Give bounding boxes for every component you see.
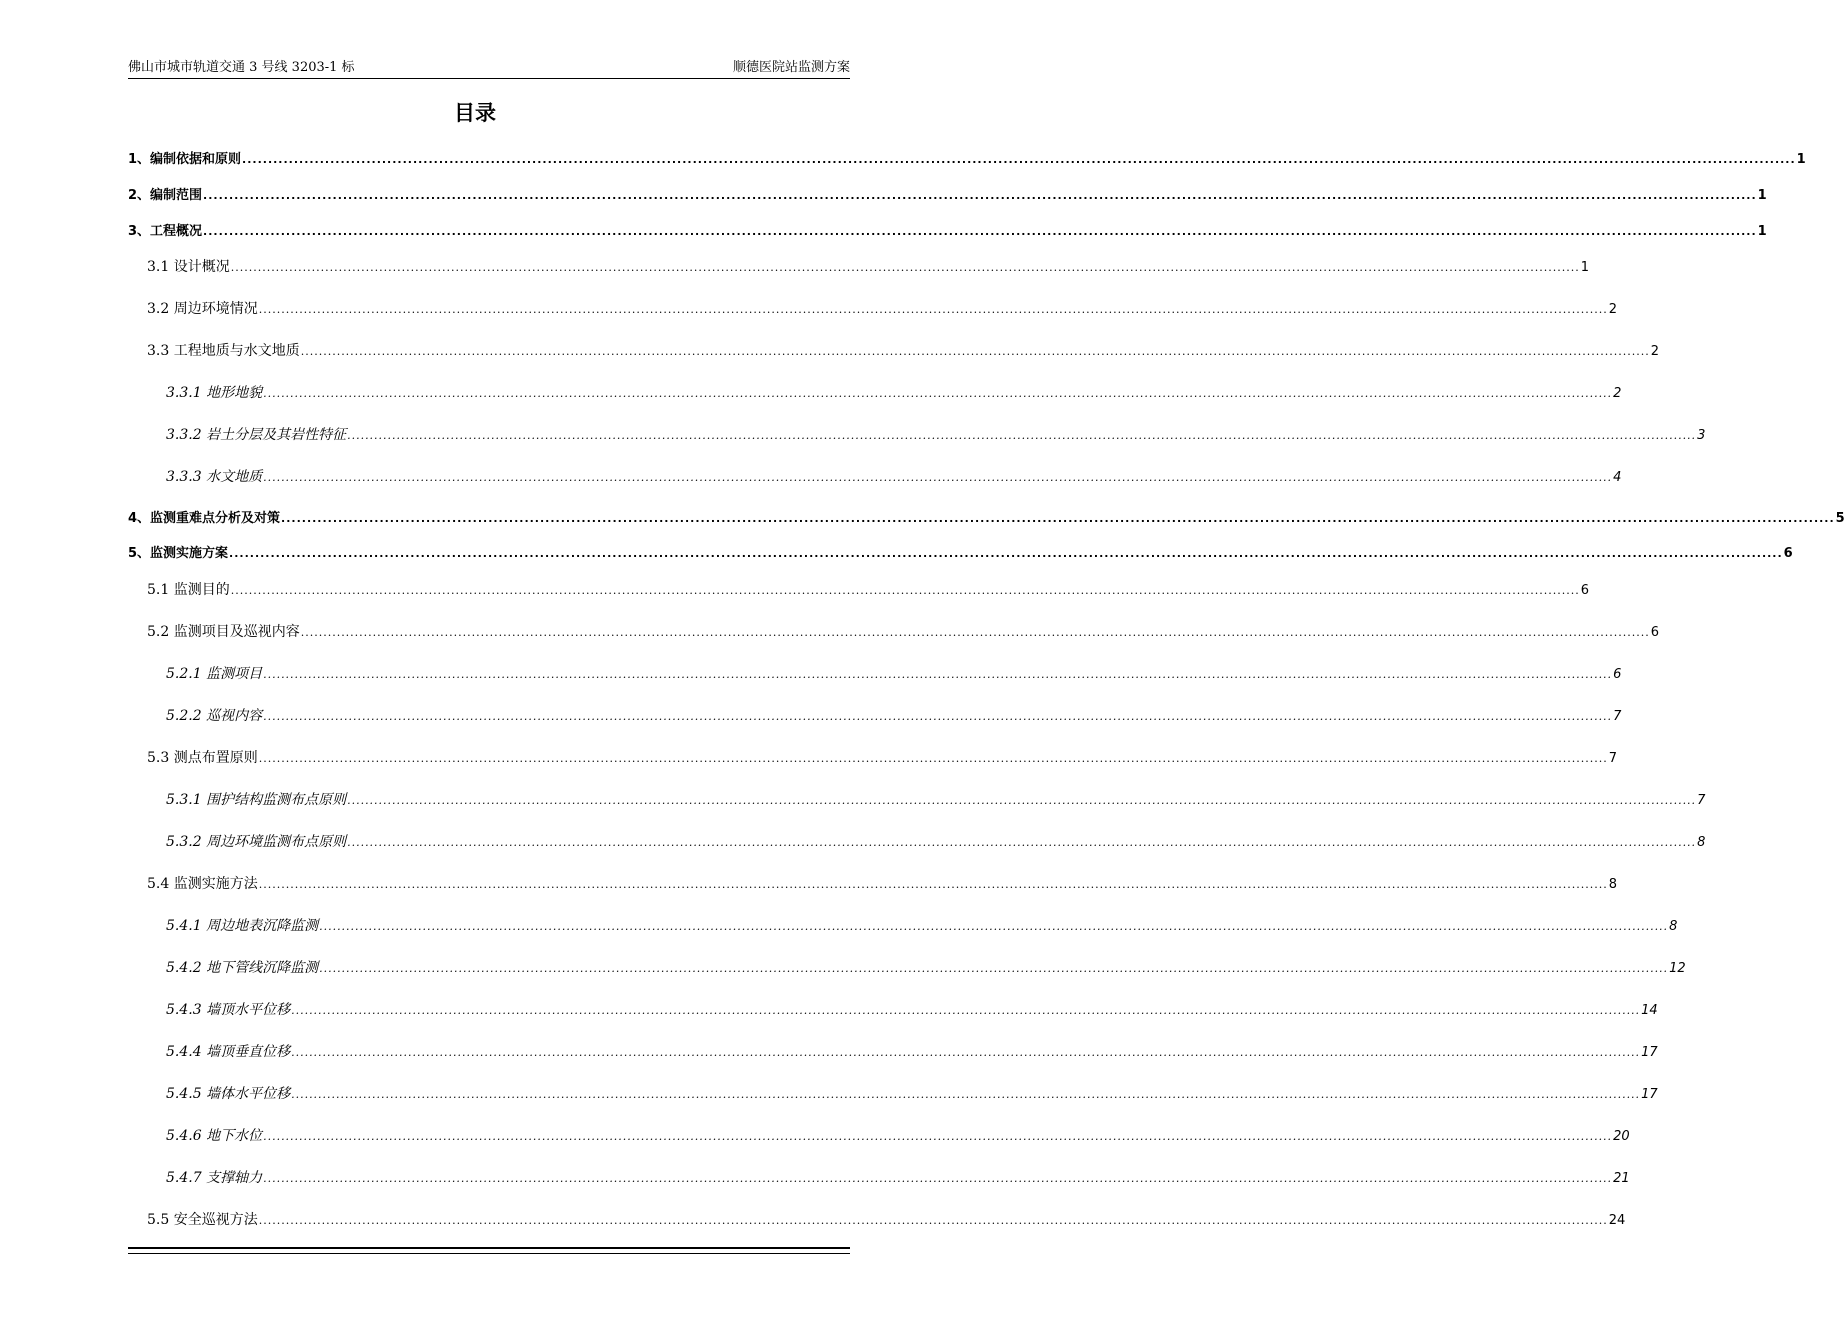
toc-entry-label: 5.4.4 墙顶垂直位移 <box>166 1044 291 1060</box>
toc-entry-5-3-2[interactable] <box>166 831 1706 853</box>
toc-entry-page: 1 <box>1580 260 1589 275</box>
toc-leader: ............................................................................................................................................................................................................................................................................................................ <box>203 225 1757 238</box>
toc-leader: ............................................................................................................................................................................................................................................................................................................ <box>291 1088 1641 1101</box>
toc-leader: ............................................................................................................................................................................................................................................................................................................ <box>263 710 1613 723</box>
toc-entry-label: 5.4.2 地下管线沉降监测 <box>166 960 319 976</box>
toc-entry-3-2[interactable] <box>147 298 1617 320</box>
toc-entry-label: 3.3.1 地形地貌 <box>166 385 263 401</box>
toc-leader: ............................................................................................................................................................................................................................................................................................................ <box>281 512 1835 525</box>
toc-entry-label: 5.4.1 周边地表沉降监测 <box>166 918 319 934</box>
toc-entry-page: 6 <box>1650 625 1659 640</box>
toc-entry-label: 5.2 监测项目及巡视内容 <box>147 624 300 640</box>
toc-entry-page: 21 <box>1613 1171 1630 1186</box>
toc-entry-page: 7 <box>1613 709 1622 724</box>
toc-leader: ............................................................................................................................................................................................................................................................................................................ <box>347 794 1697 807</box>
toc-entry-label: 5.1 监测目的 <box>147 582 230 598</box>
toc-entry-page: 2 <box>1608 302 1617 317</box>
toc-entry-5-4-1[interactable] <box>166 915 1678 937</box>
toc-entry-label: 3.2 周边环境情况 <box>147 301 258 317</box>
toc-entry-page: 1 <box>1796 152 1806 167</box>
toc-entry-label: 5.4.5 墙体水平位移 <box>166 1086 291 1102</box>
toc-leader: ............................................................................................................................................................................................................................................................................................................ <box>258 303 1608 316</box>
toc-leader: ............................................................................................................................................................................................................................................................................................................ <box>263 668 1613 681</box>
toc-entry-5-3-1[interactable] <box>166 789 1706 811</box>
toc-entry-5-4-7[interactable] <box>166 1167 1630 1189</box>
toc-entry-page: 8 <box>1608 877 1617 892</box>
toc-entry-1[interactable] <box>128 149 1806 171</box>
toc-entry-3-3-2[interactable] <box>166 424 1706 446</box>
toc-entry-label: 5.2.2 巡视内容 <box>166 708 263 724</box>
toc-entry-5[interactable] <box>128 543 1793 565</box>
toc-entry-label: 3、工程概况 <box>128 224 203 239</box>
toc-entry-page: 8 <box>1697 835 1706 850</box>
toc-leader: ............................................................................................................................................................................................................................................................................................................ <box>263 387 1613 400</box>
toc-entry-label: 3.3.2 岩土分层及其岩性特征 <box>166 427 347 443</box>
toc-entry-label: 4、监测重难点分析及对策 <box>128 511 281 526</box>
toc-leader: ............................................................................................................................................................................................................................................................................................................ <box>230 261 1580 274</box>
toc-leader: ............................................................................................................................................................................................................................................................................................................ <box>263 471 1613 484</box>
toc-entry-label: 3.3 工程地质与水文地质 <box>147 343 300 359</box>
toc-entry-label: 5.4.3 墙顶水平位移 <box>166 1002 291 1018</box>
toc-leader: ............................................................................................................................................................................................................................................................................................................ <box>263 1130 1613 1143</box>
toc-entry-5-4-2[interactable] <box>166 957 1686 979</box>
toc-entry-page: 24 <box>1608 1213 1626 1228</box>
toc-entry-label: 3.1 设计概况 <box>147 259 230 275</box>
toc-title: 目录 <box>454 101 496 125</box>
toc-entry-label: 2、编制范围 <box>128 188 203 203</box>
toc-leader: ............................................................................................................................................................................................................................................................................................................ <box>347 836 1697 849</box>
toc-leader: ............................................................................................................................................................................................................................................................................................................ <box>258 878 1608 891</box>
toc-entry-5-4-4[interactable] <box>166 1041 1658 1063</box>
toc-leader: ............................................................................................................................................................................................................................................................................................................ <box>319 962 1669 975</box>
toc-leader: ............................................................................................................................................................................................................................................................................................................ <box>229 547 1783 560</box>
toc-entry-3-1[interactable] <box>147 256 1589 278</box>
toc-entry-page: 4 <box>1613 470 1622 485</box>
toc-entry-label: 1、编制依据和原则 <box>128 152 242 167</box>
footer-double-rule <box>128 1247 850 1254</box>
toc-entry-3-3[interactable] <box>147 340 1659 362</box>
toc-entry-label: 5.3 测点布置原则 <box>147 750 258 766</box>
toc-leader: ............................................................................................................................................................................................................................................................................................................ <box>319 920 1669 933</box>
toc-entry-label: 5.3.2 周边环境监测布点原则 <box>166 834 347 850</box>
toc-entry-page: 5 <box>1835 511 1845 526</box>
toc-entry-page: 1 <box>1757 188 1767 203</box>
toc-entry-5-4-6[interactable] <box>166 1125 1630 1147</box>
toc-leader: ............................................................................................................................................................................................................................................................................................................ <box>291 1004 1641 1017</box>
toc-entry-5-2-1[interactable] <box>166 663 1622 685</box>
toc-entry-page: 7 <box>1608 751 1617 766</box>
toc-entry-page: 6 <box>1613 667 1622 682</box>
toc-leader: ............................................................................................................................................................................................................................................................................................................ <box>291 1046 1641 1059</box>
toc-leader: ............................................................................................................................................................................................................................................................................................................ <box>347 429 1697 442</box>
page-header <box>128 58 850 79</box>
toc-entry-label: 3.3.3 水文地质 <box>166 469 263 485</box>
toc-entry-label: 5.5 安全巡视方法 <box>147 1212 258 1228</box>
header-project-name: 佛山市城市轨道交通 3 号线 3203-1 标 <box>128 60 355 75</box>
toc-leader: ............................................................................................................................................................................................................................................................................................................ <box>258 1214 1608 1227</box>
toc-leader: ............................................................................................................................................................................................................................................................................................................ <box>242 153 1796 166</box>
toc-entry-page: 12 <box>1669 961 1686 976</box>
toc-entry-5-5[interactable] <box>147 1209 1626 1231</box>
header-document-name: 顺德医院站监测方案 <box>732 60 850 75</box>
toc-entry-label: 5.4.7 支撑轴力 <box>166 1170 263 1186</box>
toc-entry-page: 8 <box>1669 919 1678 934</box>
toc-entry-page: 6 <box>1580 583 1589 598</box>
toc-entry-label: 5、监测实施方案 <box>128 546 229 561</box>
toc-entry-page: 17 <box>1641 1087 1658 1102</box>
toc-entry-label: 5.3.1 围护结构监测布点原则 <box>166 792 347 808</box>
toc-entry-5-3[interactable] <box>147 747 1617 769</box>
toc-entry-page: 3 <box>1697 428 1706 443</box>
toc-entry-page: 14 <box>1641 1003 1658 1018</box>
toc-entry-3[interactable] <box>128 221 1767 243</box>
toc-entry-page: 7 <box>1697 793 1706 808</box>
toc-entry-page: 1 <box>1757 224 1767 239</box>
toc-entry-5-4-3[interactable] <box>166 999 1658 1021</box>
toc-leader: ............................................................................................................................................................................................................................................................................................................ <box>300 345 1650 358</box>
toc-entry-label: 5.4 监测实施方法 <box>147 876 258 892</box>
toc-entry-page: 6 <box>1783 546 1793 561</box>
toc-leader: ............................................................................................................................................................................................................................................................................................................ <box>230 584 1580 597</box>
toc-entry-page: 20 <box>1613 1129 1630 1144</box>
toc-entry-5-4[interactable] <box>147 873 1617 895</box>
toc-entry-5-1[interactable] <box>147 579 1589 601</box>
toc-leader: ............................................................................................................................................................................................................................................................................................................ <box>263 1172 1613 1185</box>
toc-leader: ............................................................................................................................................................................................................................................................................................................ <box>300 626 1650 639</box>
toc-entry-5-2[interactable] <box>147 621 1659 643</box>
toc-entry-3-3-1[interactable] <box>166 382 1622 404</box>
toc-entry-label: 5.2.1 监测项目 <box>166 666 263 682</box>
toc-entry-label: 5.4.6 地下水位 <box>166 1128 263 1144</box>
toc-entry-page: 17 <box>1641 1045 1658 1060</box>
toc-entry-page: 2 <box>1613 386 1622 401</box>
toc-leader: ............................................................................................................................................................................................................................................................................................................ <box>203 189 1757 202</box>
toc-entry-5-2-2[interactable] <box>166 705 1622 727</box>
toc-entry-5-4-5[interactable] <box>166 1083 1658 1105</box>
toc-entry-3-3-3[interactable] <box>166 466 1622 488</box>
toc-entry-2[interactable] <box>128 185 1767 207</box>
toc-leader: ............................................................................................................................................................................................................................................................................................................ <box>258 752 1608 765</box>
toc-entry-page: 2 <box>1650 344 1659 359</box>
toc-entry-4[interactable] <box>128 508 1845 530</box>
